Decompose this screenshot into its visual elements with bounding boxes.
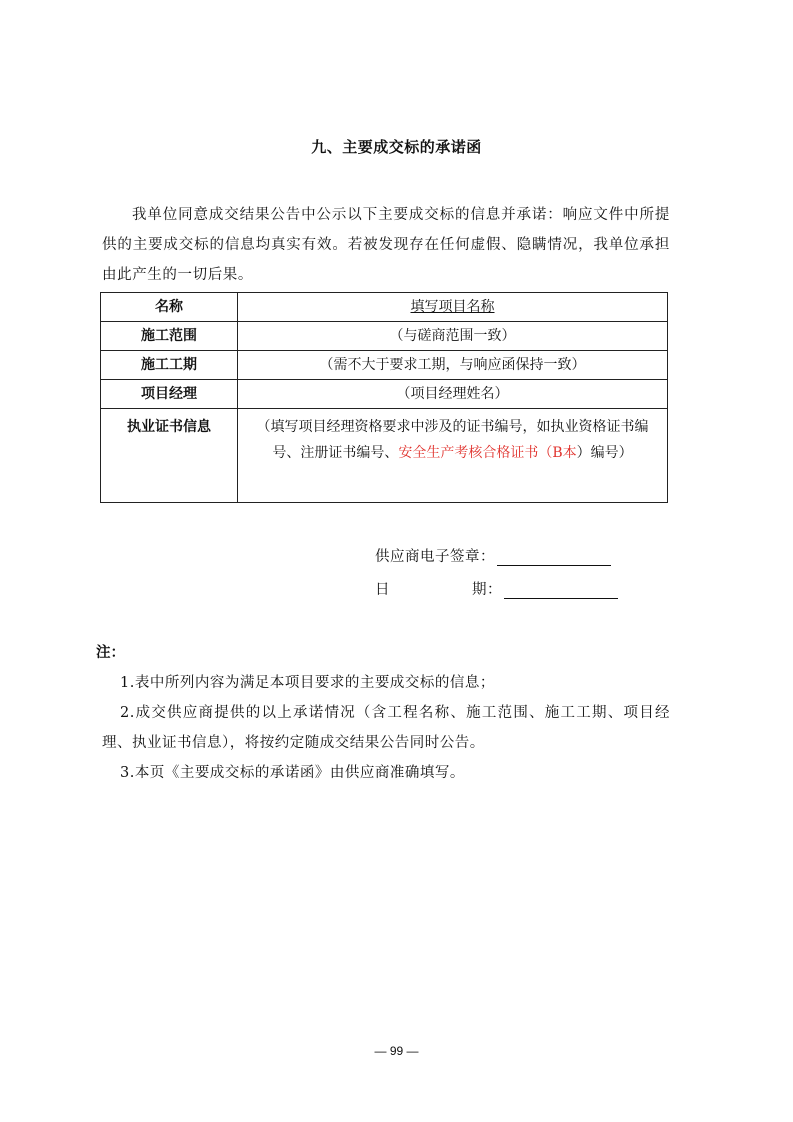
date-label-end: 期： — [472, 582, 502, 598]
name-value-text: 填写项目名称 — [410, 299, 495, 315]
page-title: 九、主要成交标的承诺函 — [311, 138, 482, 156]
scope-value: （与磋商范围一致） — [238, 322, 668, 351]
manager-value: （项目经理姓名） — [238, 380, 668, 409]
notes-list — [102, 668, 670, 788]
table-row — [101, 409, 668, 503]
table-row — [101, 351, 668, 380]
page-number: — 99 — — [374, 1044, 419, 1058]
stamp-label: 供应商电子签章： — [375, 549, 495, 565]
stamp-blank[interactable] — [497, 549, 611, 566]
name-label: 名称 — [101, 293, 238, 322]
cert-value-highlight: 安全生产考核合格证书（B本 — [398, 445, 577, 461]
date-label-start: 日 — [375, 582, 390, 598]
cert-value-end: ）编号） — [576, 445, 633, 461]
stamp-line — [375, 545, 611, 566]
period-value: （需不大于要求工期，与响应函保持一致） — [238, 351, 668, 380]
name-value — [238, 293, 668, 322]
table-row — [101, 322, 668, 351]
cert-value — [238, 409, 668, 503]
notes-title: 注： — [96, 645, 125, 661]
cert-value-text: （填写项目经理资格要求中涉及的证书编号，如执业资格证书编号、注册证书编号、 — [256, 419, 649, 461]
commitment-table — [100, 292, 668, 503]
intro-paragraph: 我单位同意成交结果公告中公示以下主要成交标的信息并承诺：响应文件中所提供的主要成交标的信息均真实有效。若被发现存在任何虚假、隐瞒情况，我单位承担由此产生的一切后果。 — [102, 207, 670, 283]
scope-label: 施工范围 — [101, 322, 238, 351]
date-blank[interactable] — [504, 582, 618, 599]
note-item: 2.成交供应商提供的以上承诺情况（含工程名称、施工范围、施工工期、项目经理、执业证书信息），将按约定随成交结果公告同时公告。 — [102, 705, 670, 751]
cert-label: 执业证书信息 — [101, 409, 238, 503]
table-row — [101, 293, 668, 322]
period-label: 施工工期 — [101, 351, 238, 380]
manager-label: 项目经理 — [101, 380, 238, 409]
note-item: 3.本页《主要成交标的承诺函》由供应商准确填写。 — [120, 765, 465, 781]
table-row — [101, 380, 668, 409]
date-line — [375, 578, 618, 599]
note-item: 1.表中所列内容为满足本项目要求的主要成交标的信息； — [120, 675, 495, 691]
